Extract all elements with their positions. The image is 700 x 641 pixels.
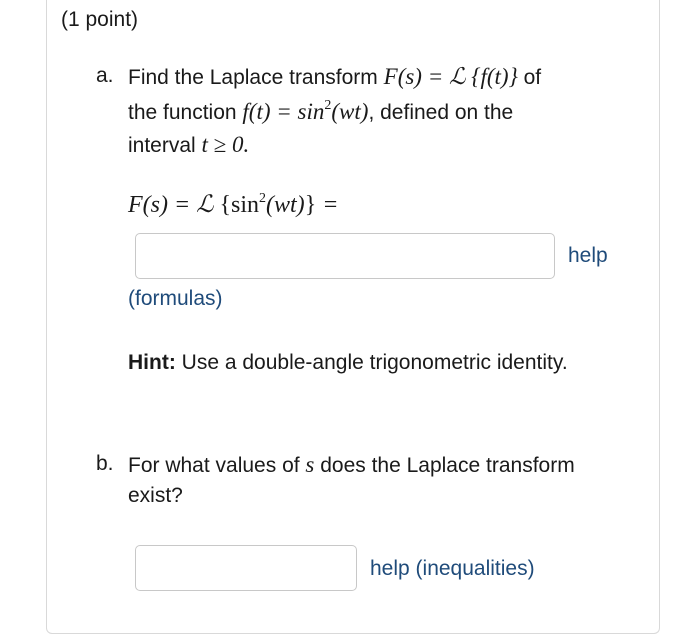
part-a-line-3	[128, 132, 249, 158]
hint-body: Use a double-angle trigonometric identity.	[175, 351, 568, 374]
part-a-line-2-fn: f(t) = sin	[242, 99, 325, 124]
part-a-line-3-text: interval	[128, 134, 202, 157]
formula-arg: (wt)	[266, 192, 305, 218]
formula-body	[231, 192, 305, 218]
part-a-line-2-text: the function	[128, 101, 243, 124]
part-b-line-1-text: For what values of	[128, 454, 306, 477]
part-b-line-1-end: does the Laplace transform	[314, 454, 575, 477]
part-a-line-2-arg: (wt)	[331, 99, 369, 124]
formula-sup: 2	[259, 191, 267, 206]
part-a-line-1-text: Find the Laplace transform	[128, 66, 384, 89]
part-a-line-2-end: , defined on the	[368, 101, 514, 124]
part-a-line-1	[128, 64, 541, 90]
part-b-line-1-math: s	[305, 452, 315, 477]
part-a-line-1-end: of	[517, 66, 542, 89]
hint-text	[128, 351, 568, 375]
problem-card	[46, 0, 660, 634]
formulas-link[interactable]: (formulas)	[128, 287, 223, 310]
laplace-answer-input[interactable]	[135, 233, 555, 279]
part-a-line-2	[128, 98, 513, 125]
points-label: (1 point)	[61, 8, 139, 31]
part-b-line-2: exist?	[128, 484, 183, 507]
part-a-line-1-math: F(s) = ℒ {f(t)}	[383, 64, 518, 89]
part-a-marker: a.	[96, 64, 114, 87]
laplace-formula	[128, 190, 338, 219]
formula-open-brace: {	[219, 192, 231, 218]
formula-lhs: F(s) = ℒ	[128, 192, 220, 218]
part-b-marker: b.	[96, 452, 114, 475]
existence-answer-input[interactable]	[135, 545, 357, 591]
formula-fn: sin	[231, 192, 260, 218]
part-a-line-2-sup: 2	[324, 98, 332, 113]
help-inequalities-link[interactable]: help (inequalities)	[370, 557, 535, 580]
formula-equals: =	[316, 192, 339, 218]
hint-label: Hint:	[128, 351, 176, 374]
formula-close-brace: }	[304, 192, 317, 218]
part-b-line-1	[128, 452, 575, 478]
help-link[interactable]: help	[568, 244, 608, 267]
part-a-line-3-math: t ≥ 0.	[201, 132, 250, 157]
part-a-line-2-math	[242, 99, 368, 124]
